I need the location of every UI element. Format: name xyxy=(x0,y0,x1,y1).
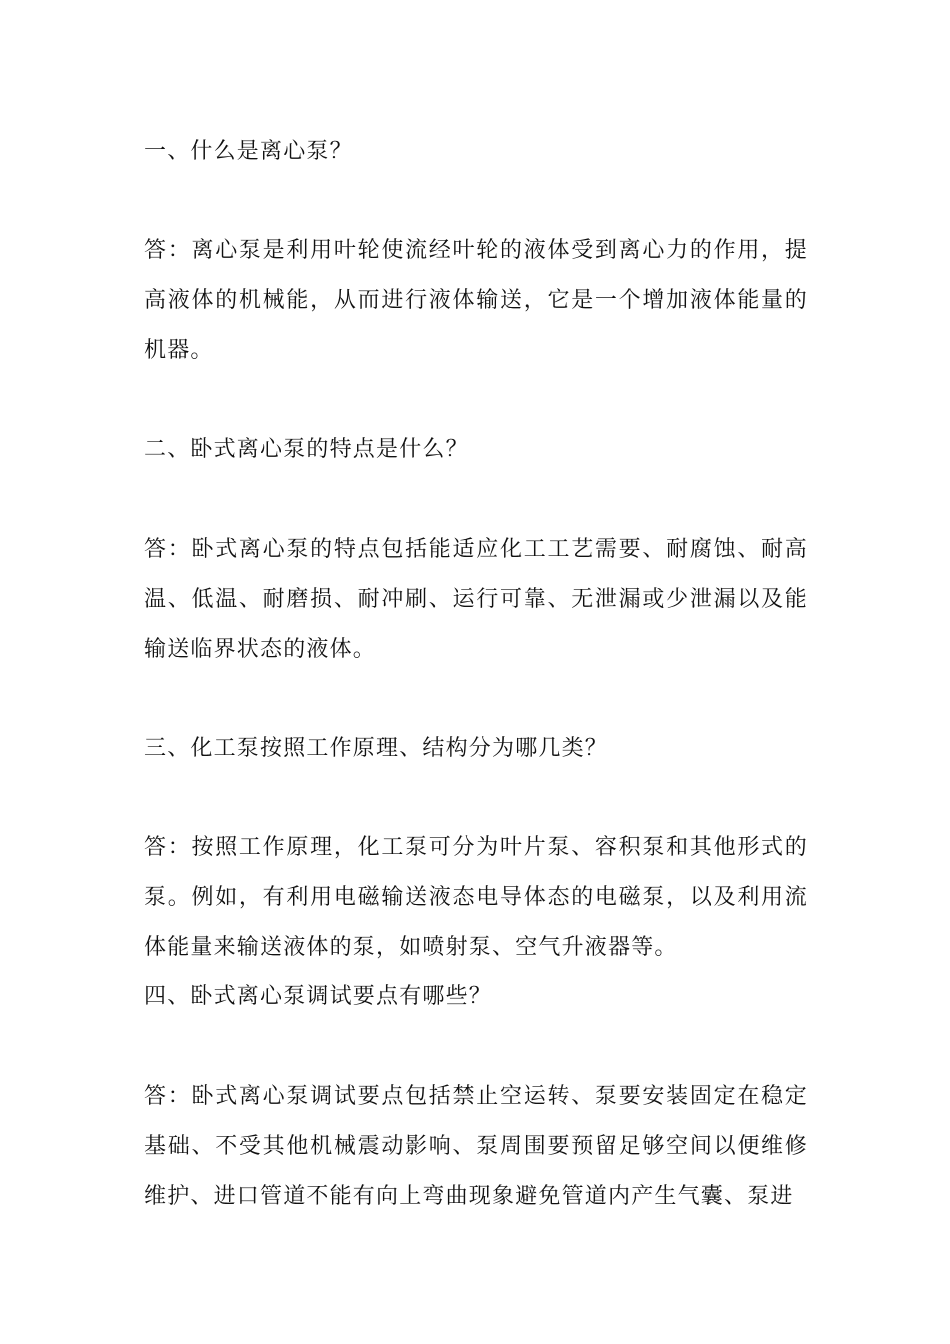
answer-3: 答：按照工作原理，化工泵可分为叶片泵、容积泵和其他形式的泵。例如，有利用电磁输送液态电导体态的电磁泵，以及利用流体能量来输送液体的泵，如喷射泵、空气升液器等。 xyxy=(144,835,808,960)
answer-4: 答：卧式离心泵调试要点包括禁止空运转、泵要安装固定在稳定基础、不受其他机械震动影响、泵周围要预留足够空间以便维修维护、进口管道不能有向上弯曲现象避免管道内产生气囊、泵进 xyxy=(144,1084,808,1209)
answer-2: 答：卧式离心泵的特点包括能适应化工工艺需要、耐腐蚀、耐高温、低温、耐磨损、耐冲刷、运行可靠、无泄漏或少泄漏以及能输送临界状态的液体。 xyxy=(144,537,808,662)
question-2: 二、卧式离心泵的特点是什么？ xyxy=(144,437,469,462)
question-3: 三、化工泵按照工作原理、结构分为哪几类？ xyxy=(144,736,609,761)
answer-1: 答：离心泵是利用叶轮使流经叶轮的液体受到离心力的作用，提高液体的机械能，从而进行液体输送，它是一个增加液体能量的机器。 xyxy=(144,238,808,363)
question-4: 四、卧式离心泵调试要点有哪些？ xyxy=(144,984,493,1009)
question-1: 一、什么是离心泵？ xyxy=(144,139,353,164)
